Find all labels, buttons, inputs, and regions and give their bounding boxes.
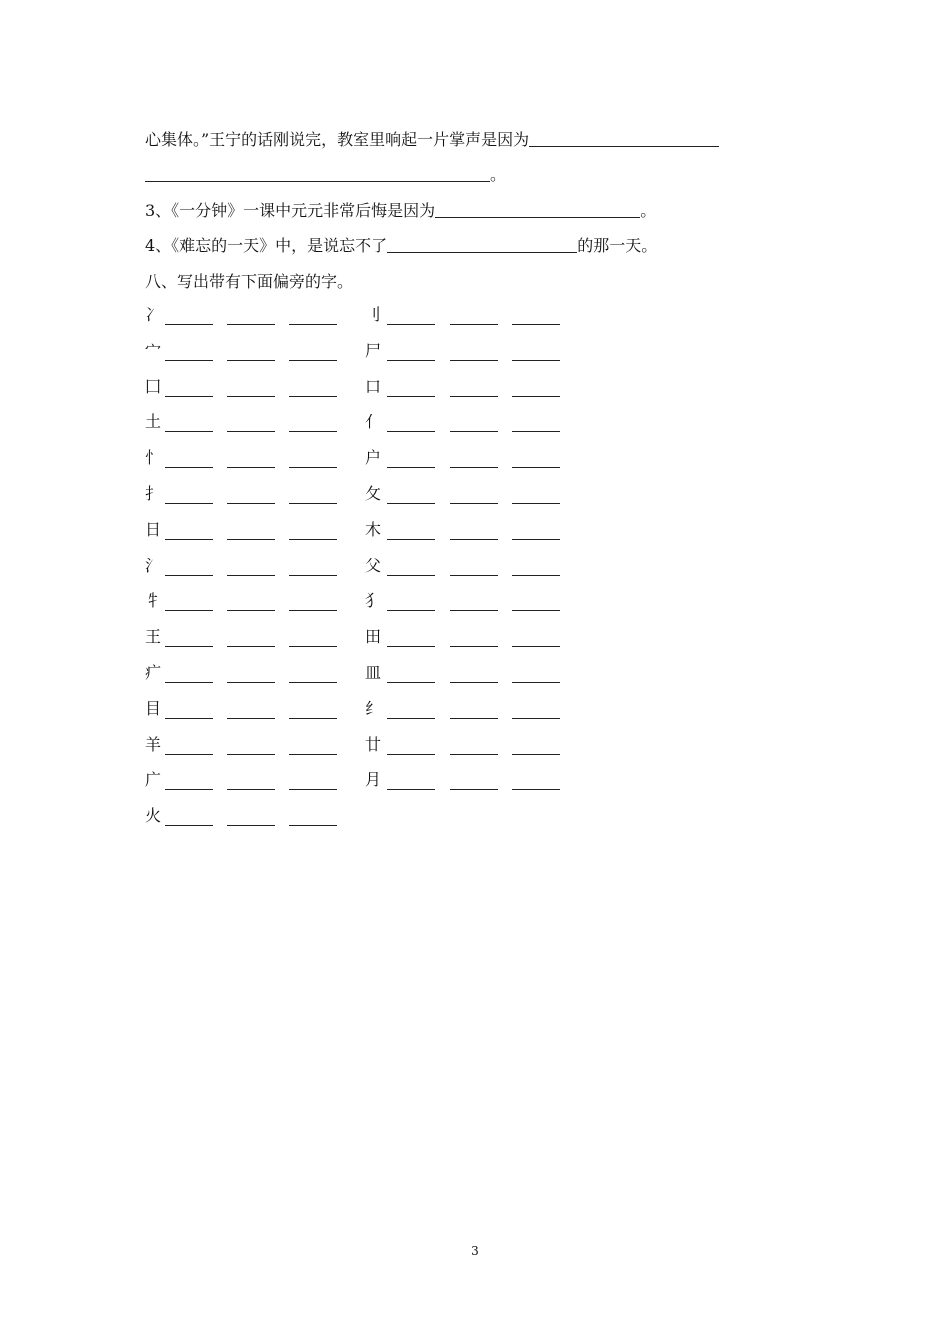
radical-left: 氵: [145, 555, 162, 575]
radical-right: 纟: [365, 698, 382, 718]
answer-blank[interactable]: [387, 380, 435, 397]
answer-blank[interactable]: [227, 773, 275, 790]
answer-blank[interactable]: [289, 523, 337, 540]
answer-blank[interactable]: [387, 773, 435, 790]
answer-blank[interactable]: [165, 666, 213, 683]
answer-blank[interactable]: [227, 559, 275, 576]
section-8-title: 八、写出带有下面偏旁的字。: [145, 272, 354, 291]
answer-blank[interactable]: [227, 380, 275, 397]
answer-blank[interactable]: [289, 738, 337, 755]
radical-right: 攵: [365, 483, 382, 503]
radical-right: 木: [365, 519, 382, 539]
answer-blank[interactable]: [512, 451, 560, 468]
answer-blank[interactable]: [165, 630, 213, 647]
answer-blank[interactable]: [289, 702, 337, 719]
answer-blank[interactable]: [387, 630, 435, 647]
answer-blank[interactable]: [227, 702, 275, 719]
answer-blank[interactable]: [450, 630, 498, 647]
question-3-text: 3、《一分钟》一课中元元非常后悔是因为: [145, 201, 436, 220]
answer-blank[interactable]: [387, 702, 435, 719]
radical-right: 月: [365, 770, 382, 790]
radical-left: 王: [145, 627, 162, 647]
answer-blank[interactable]: [289, 451, 337, 468]
question-2-text: 心集体。”王宁的话刚说完，教室里响起一片掌声是因为: [145, 130, 530, 149]
answer-blank[interactable]: [512, 415, 560, 432]
answer-blank[interactable]: [387, 344, 435, 361]
answer-blank[interactable]: [435, 201, 640, 218]
answer-blank[interactable]: [165, 809, 213, 826]
question-3-end: 。: [640, 201, 657, 220]
answer-blank[interactable]: [512, 666, 560, 683]
answer-blank[interactable]: [289, 344, 337, 361]
answer-blank[interactable]: [512, 308, 560, 325]
answer-blank[interactable]: [387, 487, 435, 504]
answer-blank[interactable]: [165, 594, 213, 611]
answer-blank[interactable]: [512, 630, 560, 647]
radical-right: 户: [365, 448, 382, 468]
answer-blank[interactable]: [387, 308, 435, 325]
answer-blank[interactable]: [512, 738, 560, 755]
answer-blank[interactable]: [450, 666, 498, 683]
answer-blank[interactable]: [387, 666, 435, 683]
answer-blank[interactable]: [512, 523, 560, 540]
answer-blank[interactable]: [227, 308, 275, 325]
answer-blank[interactable]: [289, 487, 337, 504]
answer-blank[interactable]: [450, 415, 498, 432]
question-2-continued: [145, 130, 719, 150]
answer-blank[interactable]: [289, 809, 337, 826]
answer-blank[interactable]: [165, 451, 213, 468]
question-2-second-line: [145, 165, 506, 185]
answer-blank[interactable]: [450, 308, 498, 325]
answer-blank[interactable]: [227, 630, 275, 647]
answer-blank[interactable]: [512, 559, 560, 576]
answer-blank[interactable]: [165, 523, 213, 540]
answer-blank[interactable]: [227, 666, 275, 683]
answer-blank[interactable]: [165, 773, 213, 790]
radical-right: 廿: [365, 734, 382, 754]
answer-blank[interactable]: [450, 344, 498, 361]
question-2-end: 。: [490, 165, 507, 184]
answer-blank[interactable]: [289, 666, 337, 683]
radical-right: 犭: [365, 591, 382, 611]
answer-blank[interactable]: [289, 773, 337, 790]
answer-blank[interactable]: [165, 702, 213, 719]
page-number: 3: [471, 1244, 479, 1258]
answer-blank[interactable]: [165, 308, 213, 325]
answer-blank[interactable]: [165, 559, 213, 576]
answer-blank[interactable]: [227, 594, 275, 611]
radical-left: 忄: [145, 448, 162, 468]
answer-blank[interactable]: [512, 487, 560, 504]
answer-blank[interactable]: [165, 380, 213, 397]
answer-blank[interactable]: [227, 809, 275, 826]
radical-right: 口: [365, 376, 382, 396]
radical-left: 扌: [145, 483, 162, 503]
answer-blank[interactable]: [387, 451, 435, 468]
radical-left: 冫: [145, 305, 162, 324]
question-4: [145, 236, 657, 256]
answer-blank[interactable]: [529, 130, 719, 147]
radical-left: 日: [145, 519, 162, 539]
answer-blank[interactable]: [512, 594, 560, 611]
radical-right: 田: [365, 627, 382, 647]
radical-right: 父: [365, 555, 382, 575]
answer-blank[interactable]: [450, 559, 498, 576]
answer-blank[interactable]: [450, 738, 498, 755]
radical-right: 皿: [365, 662, 382, 682]
radical-right: 亻: [365, 412, 382, 432]
radical-left: 土: [145, 412, 162, 432]
answer-blank[interactable]: [289, 630, 337, 647]
answer-blank[interactable]: [387, 415, 435, 432]
answer-blank[interactable]: [450, 773, 498, 790]
answer-blank[interactable]: [512, 702, 560, 719]
answer-blank[interactable]: [387, 594, 435, 611]
answer-blank[interactable]: [165, 415, 213, 432]
radical-left: 宀: [145, 340, 162, 360]
answer-blank[interactable]: [450, 451, 498, 468]
question-4-end: 的那一天。: [577, 236, 658, 255]
answer-blank[interactable]: [227, 523, 275, 540]
answer-blank[interactable]: [512, 344, 560, 361]
answer-blank[interactable]: [227, 487, 275, 504]
question-4-text: 4、《难忘的一天》中，是说忘不了: [145, 236, 388, 255]
radical-left: 囗: [145, 376, 162, 396]
answer-blank[interactable]: [165, 344, 213, 361]
answer-blank[interactable]: [227, 344, 275, 361]
radical-left: 火: [145, 806, 162, 826]
radical-left: 羊: [145, 734, 162, 754]
radical-right: 尸: [365, 340, 382, 360]
answer-blank[interactable]: [289, 594, 337, 611]
answer-blank[interactable]: [227, 415, 275, 432]
answer-blank[interactable]: [165, 487, 213, 504]
answer-blank[interactable]: [450, 523, 498, 540]
answer-blank[interactable]: [512, 773, 560, 790]
answer-blank[interactable]: [387, 559, 435, 576]
answer-blank[interactable]: [227, 738, 275, 755]
radical-left: 目: [145, 698, 162, 718]
answer-blank[interactable]: [450, 702, 498, 719]
answer-blank[interactable]: [387, 738, 435, 755]
question-3: [145, 201, 656, 221]
answer-blank[interactable]: [512, 380, 560, 397]
answer-blank[interactable]: [289, 415, 337, 432]
answer-blank[interactable]: [289, 380, 337, 397]
answer-blank[interactable]: [289, 308, 337, 325]
answer-blank[interactable]: [289, 559, 337, 576]
answer-blank[interactable]: [450, 487, 498, 504]
answer-blank[interactable]: [387, 236, 577, 253]
answer-blank[interactable]: [450, 594, 498, 611]
radical-right: 刂: [365, 305, 382, 324]
answer-blank[interactable]: [145, 165, 490, 182]
answer-blank[interactable]: [387, 523, 435, 540]
radical-left: 疒: [145, 662, 162, 682]
answer-blank[interactable]: [450, 380, 498, 397]
radical-left: 广: [145, 770, 162, 790]
answer-blank[interactable]: [227, 451, 275, 468]
answer-blank[interactable]: [165, 738, 213, 755]
radical-left: 牜: [145, 591, 162, 611]
